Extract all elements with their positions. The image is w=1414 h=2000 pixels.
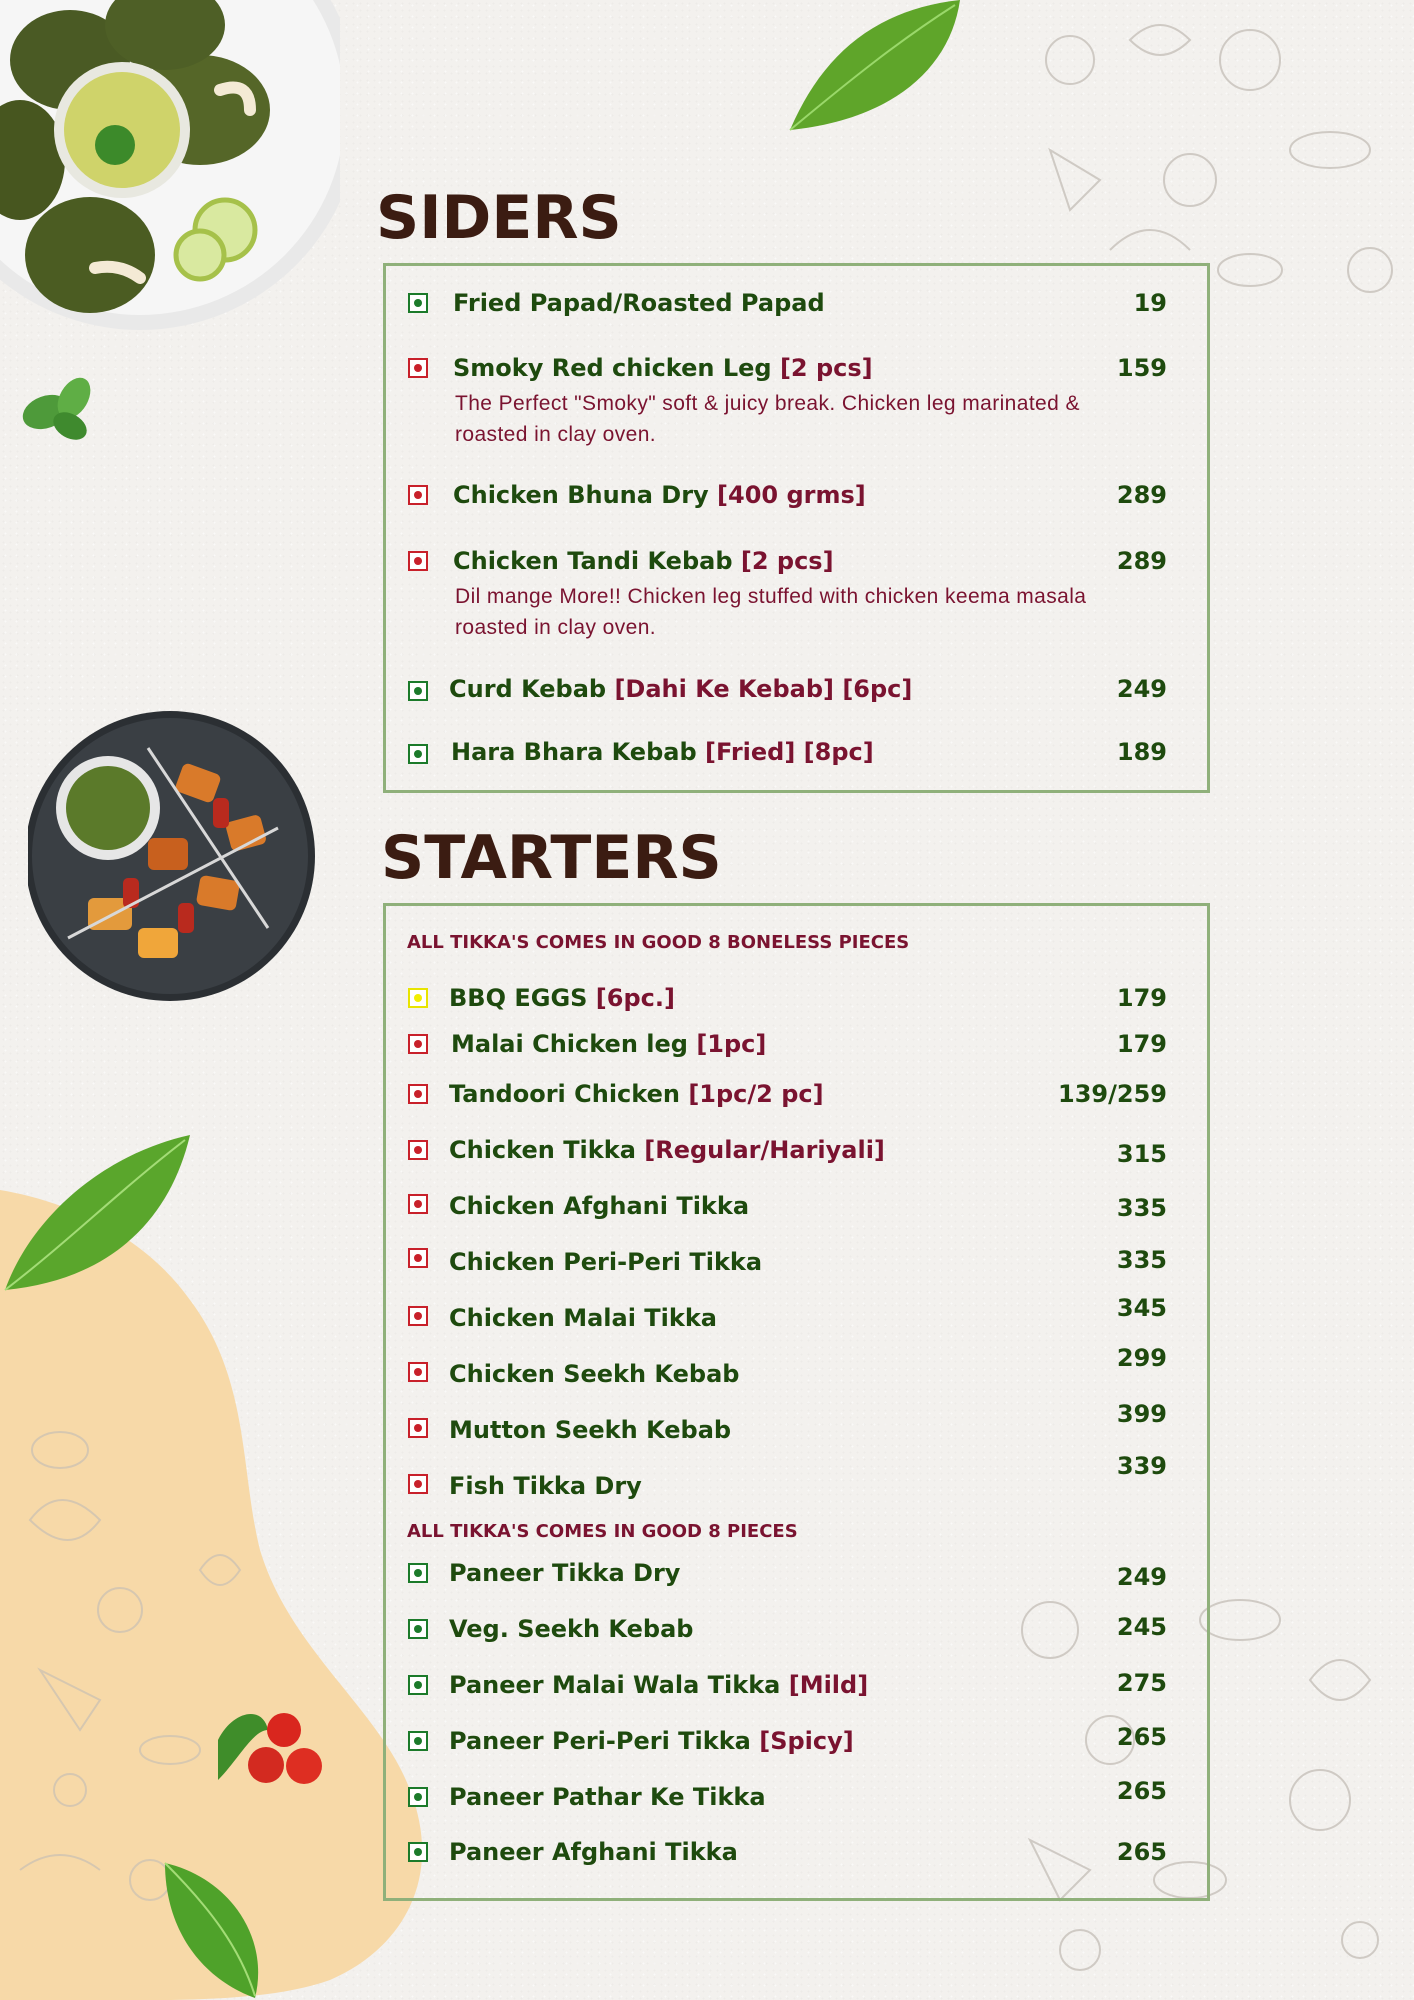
veg-marker-icon: [408, 744, 428, 764]
leaf-decoration-left: [0, 1130, 195, 1300]
paneer-tikka-photo: [28, 708, 328, 1008]
item-name: Chicken Afghani Tikka: [449, 1192, 750, 1220]
item-name: Malai Chicken leg [1pc]: [451, 1030, 767, 1058]
veg-marker-icon: [408, 1675, 428, 1695]
veg-marker-icon: [408, 293, 428, 313]
siders-menu-box: [383, 263, 1210, 793]
item-name: BBQ EGGS [6pc.]: [449, 984, 675, 1012]
item-price: 249: [1116, 1563, 1167, 1591]
item-name: Chicken Malai Tikka: [449, 1304, 717, 1332]
item-name: Veg. Seekh Kebab: [449, 1615, 694, 1643]
item-price: 299: [1116, 1344, 1167, 1372]
item-price: 345: [1116, 1294, 1167, 1322]
item-description: Dil mange More!! Chicken leg stuffed with chicken keema masala roasted in clay oven.: [455, 585, 1087, 639]
nonveg-marker-icon: [408, 1418, 428, 1438]
veg-marker-icon: [408, 1842, 428, 1862]
item-name: Chicken Seekh Kebab: [449, 1360, 740, 1388]
item-name: Curd Kebab [Dahi Ke Kebab] [6pc]: [449, 675, 913, 703]
item-price: 265: [1116, 1777, 1167, 1805]
nonveg-marker-icon: [408, 1248, 428, 1268]
nonveg-marker-icon: [408, 1306, 428, 1326]
item-price: 159: [1116, 354, 1167, 382]
item-name: Paneer Peri-Peri Tikka [Spicy]: [449, 1727, 854, 1755]
mint-leaf-decoration: [18, 362, 102, 446]
item-name: Paneer Afghani Tikka: [449, 1838, 738, 1866]
item-price: 275: [1116, 1669, 1167, 1697]
nonveg-marker-icon: [408, 1194, 428, 1214]
nonveg-marker-icon: [408, 1084, 428, 1104]
item-name: Fried Papad/Roasted Papad: [453, 289, 825, 317]
item-name: Chicken Peri-Peri Tikka: [449, 1248, 763, 1276]
item-price: 179: [1116, 984, 1167, 1012]
starters-menu-box: [383, 903, 1210, 1901]
egg-marker-icon: [408, 988, 428, 1008]
item-price: 265: [1116, 1723, 1167, 1751]
veg-marker-icon: [408, 1563, 428, 1583]
item-name: Smoky Red chicken Leg [2 pcs]: [453, 354, 873, 382]
item-name: Chicken Bhuna Dry [400 grms]: [453, 481, 866, 509]
item-price: 19: [1133, 289, 1167, 317]
item-name: Chicken Tikka [Regular/Hariyali]: [449, 1136, 885, 1164]
nonveg-marker-icon: [408, 1034, 428, 1054]
item-name: Tandoori Chicken [1pc/2 pc]: [449, 1080, 824, 1108]
leaf-decoration-bottom: [160, 1858, 270, 2000]
item-description: The Perfect "Smoky" soft & juicy break. Chicken leg marinated & roasted in clay oven.: [455, 392, 1080, 446]
nonveg-marker-icon: [408, 551, 428, 571]
nonveg-marker-icon: [408, 485, 428, 505]
item-name: Mutton Seekh Kebab: [449, 1416, 732, 1444]
item-price: 249: [1116, 675, 1167, 703]
starters-heading: STARTERS: [381, 823, 722, 893]
nonveg-marker-icon: [408, 1362, 428, 1382]
hara-bhara-kebab-photo: [0, 0, 340, 345]
pieces-note: ALL TIKKA'S COMES IN GOOD 8 PIECES: [407, 1521, 798, 1542]
item-price: 335: [1116, 1246, 1167, 1274]
nonveg-marker-icon: [408, 1474, 428, 1494]
item-price: 315: [1116, 1140, 1167, 1168]
item-name: Fish Tikka Dry: [449, 1472, 642, 1500]
item-name: Hara Bhara Kebab [Fried] [8pc]: [451, 738, 874, 766]
item-name: Paneer Pathar Ke Tikka: [449, 1783, 766, 1811]
item-price: 245: [1116, 1613, 1167, 1641]
veg-marker-icon: [408, 1619, 428, 1639]
item-name: Paneer Tikka Dry: [449, 1559, 681, 1587]
item-price: 189: [1116, 738, 1167, 766]
item-name: Paneer Malai Wala Tikka [Mild]: [449, 1671, 869, 1699]
tomatoes-decoration: [208, 1700, 328, 1790]
item-price: 339: [1116, 1452, 1167, 1480]
item-price: 399: [1116, 1400, 1167, 1428]
veg-marker-icon: [408, 681, 428, 701]
item-price: 179: [1116, 1030, 1167, 1058]
item-price: 289: [1116, 547, 1167, 575]
boneless-note: ALL TIKKA'S COMES IN GOOD 8 BONELESS PIECES: [407, 932, 910, 953]
item-price: 139/259: [1058, 1080, 1167, 1108]
siders-heading: SIDERS: [376, 183, 622, 253]
nonveg-marker-icon: [408, 1140, 428, 1160]
item-price: 265: [1116, 1838, 1167, 1866]
item-name: Chicken Tandi Kebab [2 pcs]: [453, 547, 834, 575]
item-price: 335: [1116, 1194, 1167, 1222]
leaf-decoration: [780, 0, 970, 140]
item-price: 289: [1116, 481, 1167, 509]
veg-marker-icon: [408, 1731, 428, 1751]
veg-marker-icon: [408, 1787, 428, 1807]
nonveg-marker-icon: [408, 358, 428, 378]
